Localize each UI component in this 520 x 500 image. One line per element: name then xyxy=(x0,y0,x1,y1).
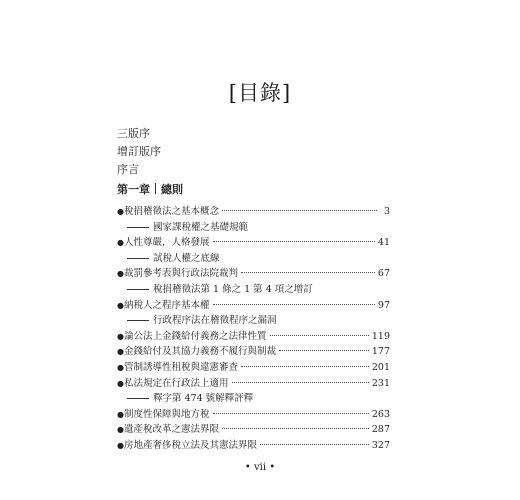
dot-leader xyxy=(222,428,369,429)
dot-leader xyxy=(241,366,369,367)
toc-entry[interactable] xyxy=(117,407,390,423)
entry-title: 人性尊嚴，人格發展 xyxy=(124,237,210,249)
bullet-icon: ● xyxy=(117,207,124,216)
entry-page: 97 xyxy=(377,299,390,311)
toc-entry[interactable] xyxy=(117,235,390,251)
toc-entry[interactable] xyxy=(117,422,390,438)
dot-leader xyxy=(213,304,375,305)
dot-leader xyxy=(222,210,377,211)
toc-subtitle[interactable] xyxy=(117,282,390,298)
entry-page: 41 xyxy=(377,237,390,249)
entry-page: 287 xyxy=(371,424,390,436)
bullet-icon: ● xyxy=(117,300,124,310)
toc-subtitle[interactable] xyxy=(117,220,390,236)
toc-title: [目錄] xyxy=(228,81,292,105)
dot-leader xyxy=(213,413,369,414)
toc-entry[interactable] xyxy=(117,438,390,454)
chapter-label: 第一章 xyxy=(117,183,150,196)
toc-subtitle[interactable] xyxy=(117,251,390,267)
toc-subtitle[interactable] xyxy=(117,391,390,407)
toc-entry[interactable] xyxy=(117,376,390,392)
dash-mark xyxy=(127,289,149,290)
dash-mark xyxy=(127,320,149,321)
entry-title: 論公法上金錢給付義務之法律性質 xyxy=(124,330,267,342)
entry-page: 327 xyxy=(371,439,390,451)
dot-leader xyxy=(270,335,369,336)
dash-mark xyxy=(127,227,149,228)
subtitle-text: 行政程序法在稽徵程序之漏洞 xyxy=(153,315,277,327)
bullet-icon: ● xyxy=(117,425,124,435)
dash-mark xyxy=(127,398,149,399)
entry-page: 201 xyxy=(371,361,390,373)
subtitle-text: 稅捐稽徵法第 1 條之 1 第 4 項之增訂 xyxy=(153,283,313,295)
dot-leader xyxy=(241,272,375,273)
entry-title: 稅捐稽徵法之基本概念 xyxy=(124,206,220,217)
entry-page: 263 xyxy=(371,408,390,420)
page-number: • vii • xyxy=(244,462,276,473)
bullet-icon: ● xyxy=(117,409,124,419)
entry-title: 管制誘導性租稅與違憲審查 xyxy=(124,361,239,373)
entry-title: 房地產奢侈稅立法及其憲法界限 xyxy=(124,439,258,451)
chapter-heading xyxy=(117,183,183,197)
bullet-icon: ● xyxy=(117,362,124,372)
toc-entry[interactable] xyxy=(117,204,390,220)
chapter-divider xyxy=(155,183,156,194)
toc-entry[interactable] xyxy=(117,266,390,282)
front-matter-item[interactable]: 序言 xyxy=(117,163,139,176)
bullet-icon: ● xyxy=(117,331,124,341)
toc-entry[interactable] xyxy=(117,360,390,376)
entry-page: 119 xyxy=(371,330,390,342)
entry-title: 金錢給付及其協力義務不履行與制裁 xyxy=(124,346,277,358)
chapter-title: 總則 xyxy=(161,183,183,196)
bullet-icon: ● xyxy=(117,269,124,279)
entry-page: 177 xyxy=(371,346,390,358)
subtitle-text: 國家課稅權之基礎規範 xyxy=(153,221,249,233)
front-matter-item[interactable]: 增訂版序 xyxy=(117,145,161,158)
dot-leader xyxy=(279,350,369,351)
subtitle-text: 釋字第 474 號解釋評釋 xyxy=(153,393,254,405)
front-matter-item[interactable]: 三版序 xyxy=(117,127,150,140)
toc-subtitle[interactable] xyxy=(117,313,390,329)
dot-leader xyxy=(232,382,369,383)
entry-title: 納稅人之程序基本權 xyxy=(124,299,210,311)
dash-mark xyxy=(127,258,149,259)
bullet-icon: ● xyxy=(117,378,124,388)
toc-entry[interactable] xyxy=(117,298,390,314)
entry-page: 231 xyxy=(371,377,390,389)
dot-leader xyxy=(213,241,375,242)
entry-title: 制度性保障與地方稅 xyxy=(124,408,210,420)
toc-entry[interactable] xyxy=(117,329,390,345)
toc-entries xyxy=(117,204,390,454)
entry-title: 裁罰參考表與行政法院裁判 xyxy=(124,268,239,280)
entry-page: 67 xyxy=(377,268,390,280)
bullet-icon: ● xyxy=(117,238,124,248)
entry-page: 3 xyxy=(383,206,390,217)
subtitle-text: 試稅人權之底線 xyxy=(153,252,220,264)
bullet-icon: ● xyxy=(117,440,124,450)
toc-entry[interactable] xyxy=(117,344,390,360)
bullet-icon: ● xyxy=(117,347,124,357)
dot-leader xyxy=(260,444,369,445)
front-matter-list xyxy=(117,125,161,179)
entry-title: 私法規定在行政法上適用 xyxy=(124,377,229,389)
entry-title: 遺產稅改革之憲法界限 xyxy=(124,424,220,436)
